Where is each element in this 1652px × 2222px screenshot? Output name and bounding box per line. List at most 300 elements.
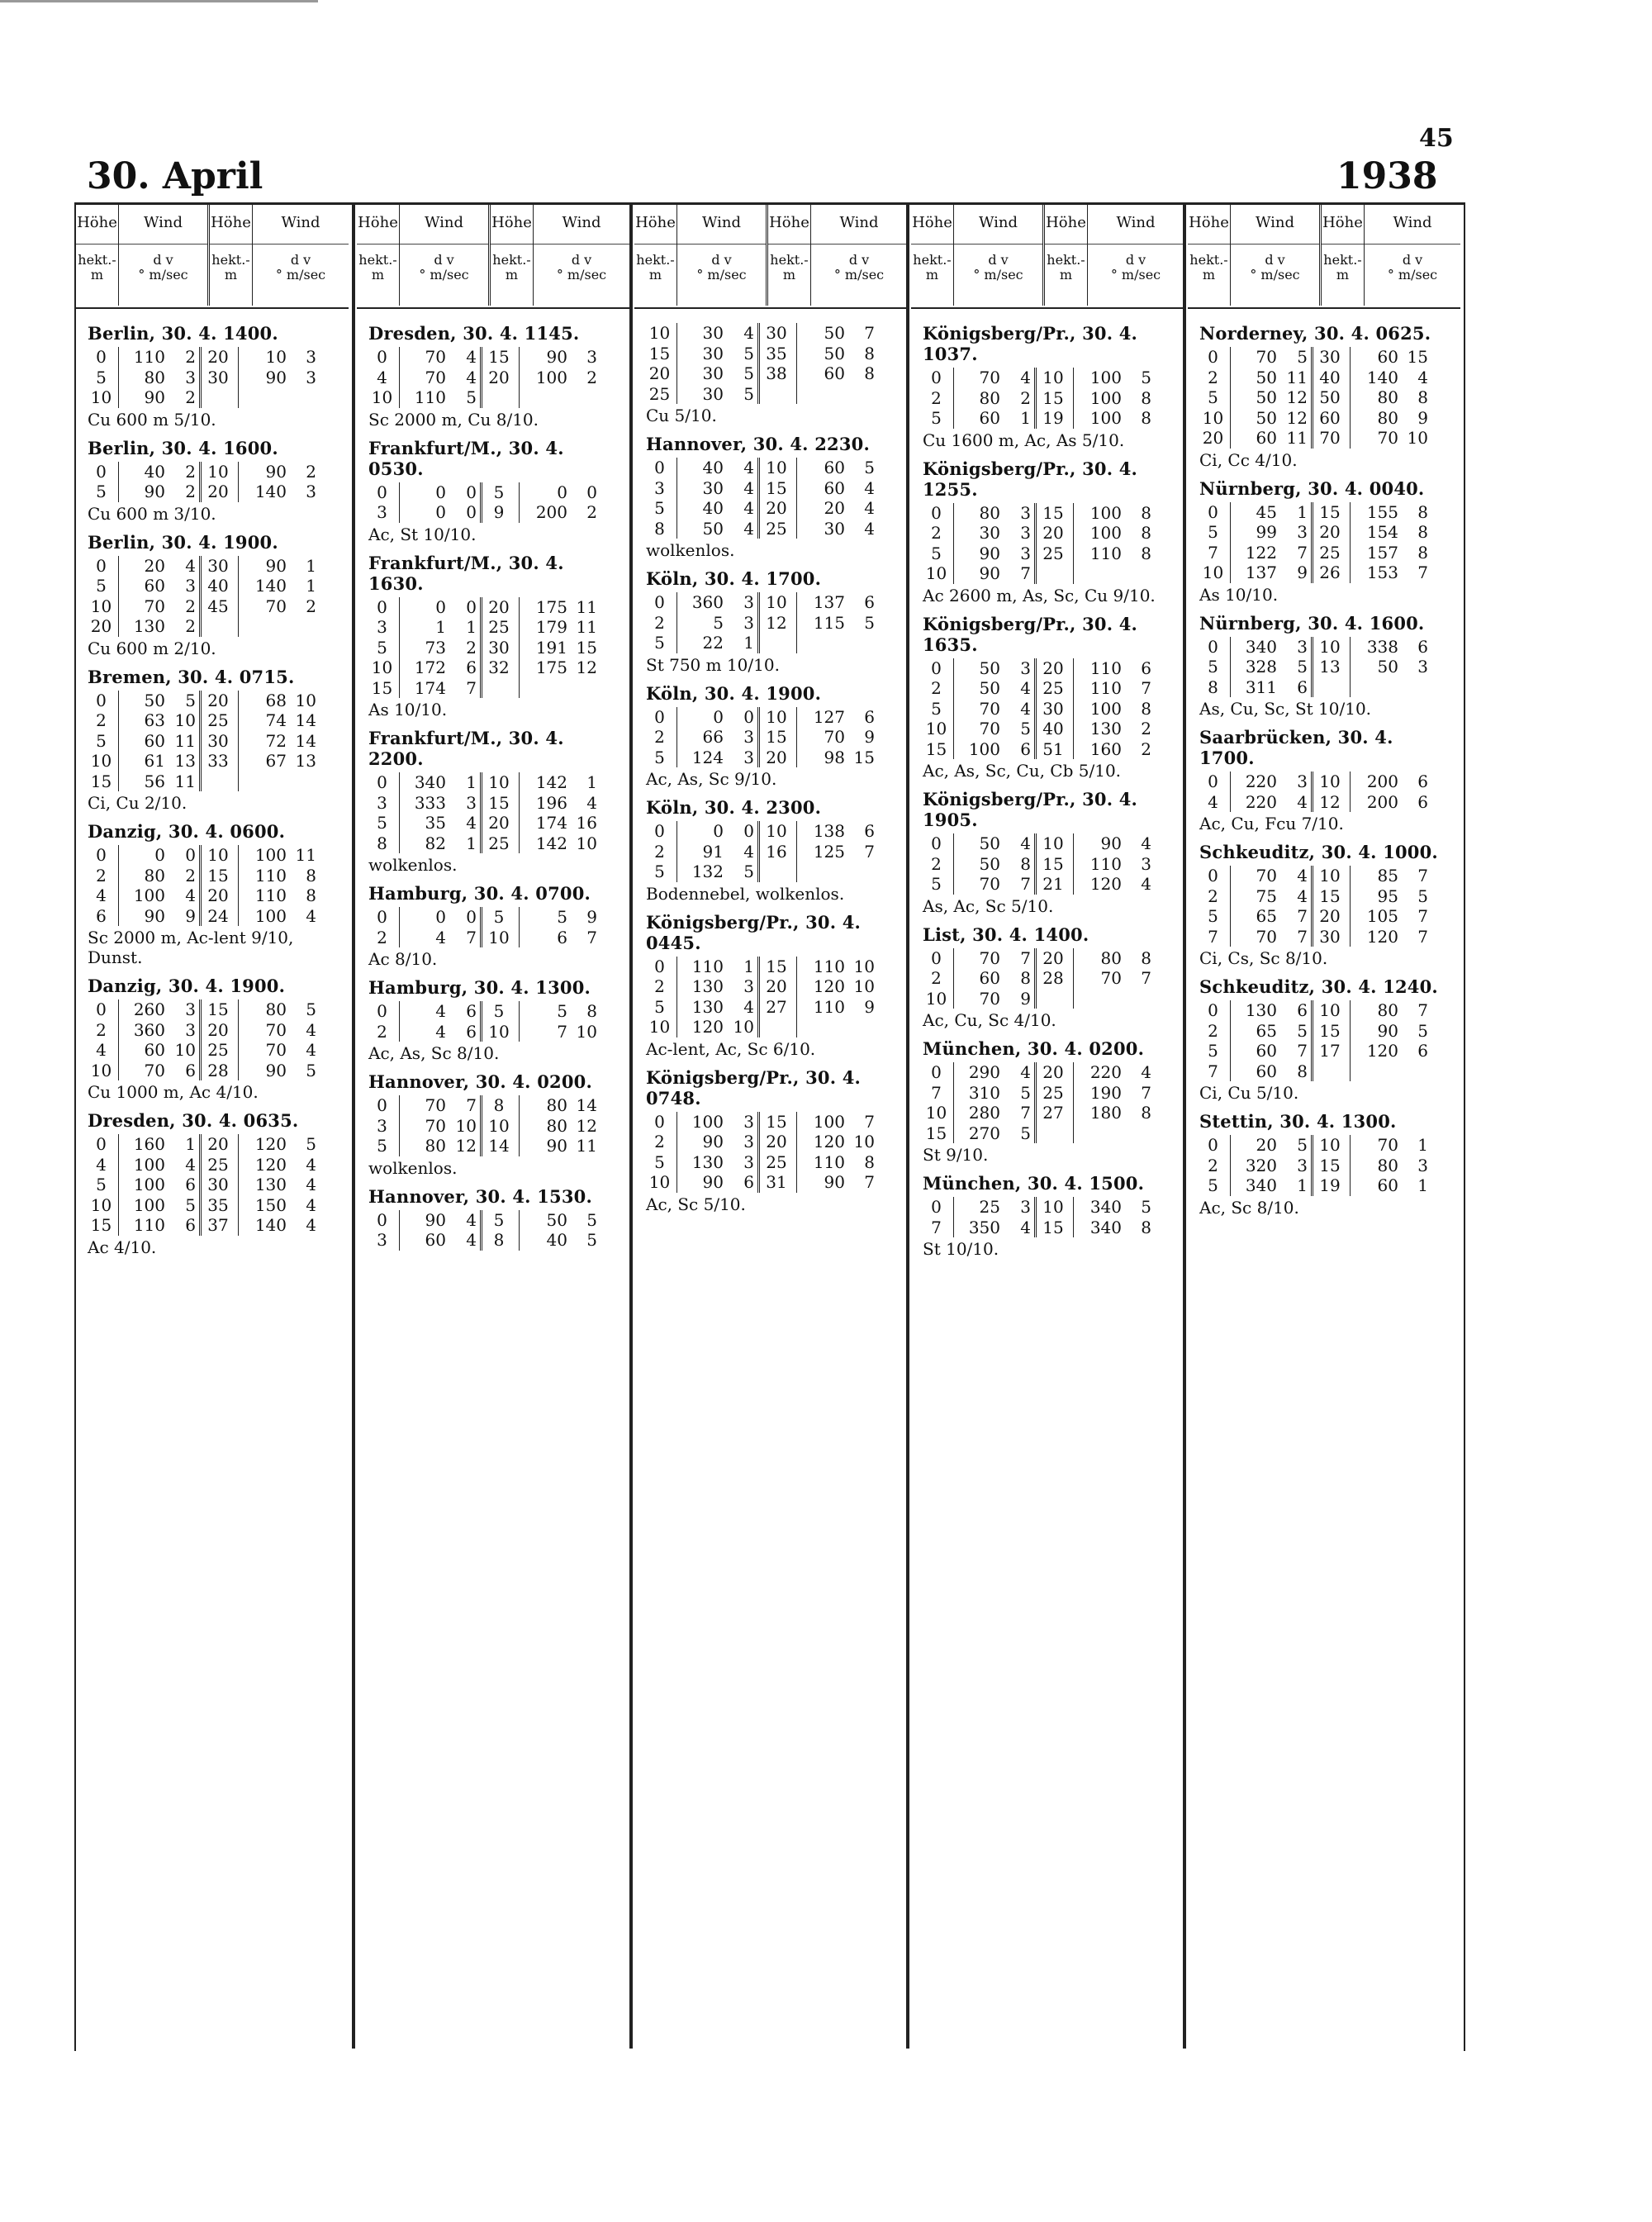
direction-1: 60 [144,730,165,751]
speed-2: 10 [576,1021,597,1042]
station-title: Köln, 30. 4. 2300. [646,797,822,818]
hoehe-2: 16 [760,842,797,862]
station-title: Schkeuditz, 30. 4. 1000. [1199,842,1438,862]
hoehe-2: 26 [1313,563,1351,583]
hoehe-1: 7 [1199,543,1231,563]
speed-2: 1 [1417,1135,1428,1155]
direction-2: 70 [265,1040,287,1060]
station-block [1199,976,1449,1103]
hoehe-2: 19 [1313,1175,1351,1196]
hoehe-1: 10 [368,387,400,408]
direction-1: 290 [968,1062,1000,1082]
hoehe-1: 4 [368,368,400,388]
speed-1: 4 [727,478,760,499]
direction-2: 110 [1089,678,1122,698]
direction-2: 142 [535,833,567,853]
header-unit-line: m [371,267,385,282]
direction-1: 100 [691,1111,724,1132]
cloud-observation: Ac, Sc 5/10. [646,1194,746,1214]
speed-1: 3 [1280,1156,1313,1176]
column-header [1188,202,1460,309]
speed-2: 14 [576,1095,597,1115]
direction-2: 120 [1366,1041,1398,1061]
speed-1: 1 [169,1134,202,1155]
cloud-observation: Ci, Cu 2/10. [88,793,188,813]
data-table [923,1062,1172,1143]
direction-1: 30 [702,477,724,498]
cloud-observation: Ac-lent, Ac, Sc 6/10. [646,1038,816,1059]
cloud-observation: Ac, Cu, Fcu 7/10. [1199,814,1344,833]
speed-1: 2 [169,866,202,886]
header-unit-line: hekt.- [358,252,397,268]
station-title: Bremen, 30. 4. 0715. [88,666,295,687]
speed-1: 3 [1004,544,1037,564]
speed-1: 0 [449,907,482,928]
direction-2 [1074,563,1125,584]
header-label: Höhe [911,202,953,245]
hoehe-2: 33 [202,751,239,772]
direction-2: 100 [1089,502,1122,523]
speed-2: 10 [853,976,875,996]
direction-2: 6 [557,927,567,947]
data-table [1199,1135,1449,1196]
direction-2: 180 [1089,1103,1122,1123]
hoehe-2: 10 [1313,772,1351,792]
speed-2: 11 [576,617,597,637]
hoehe-2: 25 [202,1040,239,1061]
speed-1: 7 [1280,543,1313,563]
data-table [646,592,895,653]
speed-1: 10 [169,1040,202,1061]
header-label: Höhe [1322,202,1364,245]
cloud-observation: Ac 2600 m, As, Sc, Cu 9/10. [923,585,1156,605]
header-unit-line: d v [1125,252,1146,268]
hoehe-2: 30 [202,368,239,388]
direction-2: 72 [265,730,287,751]
speed-1: 2 [169,347,202,368]
hoehe-2: 10 [1313,637,1351,658]
hoehe-2: 25 [202,1155,239,1175]
speed-2: 8 [306,865,316,885]
speed-1: 0 [449,482,482,503]
speed-1: 11 [1280,368,1313,388]
header-unit-line: d v [571,252,592,268]
hoehe-2: 30 [1037,699,1074,719]
speed-1: 4 [727,842,760,862]
hoehe-1: 5 [923,408,954,429]
speed-2 [848,633,878,653]
station-title: Königsberg/Pr., 30. 4. 1255. [923,458,1138,500]
hoehe-1: 10 [88,1195,119,1216]
speed-2: 2 [586,502,597,522]
speed-1: 0 [169,845,202,866]
data-table [646,821,895,882]
hoehe-1: 0 [923,948,954,969]
hoehe-2: 30 [202,556,239,577]
direction-1: 0 [435,907,446,927]
cloud-observation: Ac, Sc 8/10. [1199,1197,1299,1218]
hoehe-1: 2 [1199,1156,1231,1176]
direction-1: 50 [144,690,165,710]
hoehe-2: 25 [1037,678,1074,699]
hoehe-1: 0 [923,833,954,854]
hoehe-2: 60 [1313,408,1351,429]
direction-1: 328 [1245,657,1277,677]
header-label: Höhe [1188,202,1230,245]
data-table [88,691,337,792]
header-unit-line: d v [153,252,173,268]
hoehe-2: 10 [482,1116,520,1137]
hoehe-1: 10 [923,563,954,584]
direction-1: 75 [1256,885,1277,906]
header-units [1045,245,1087,282]
hoehe-2: 20 [1313,522,1351,543]
header-unit-line: hekt.- [913,252,952,268]
hoehe-2: 30 [760,323,797,344]
speed-2: 13 [295,751,316,771]
direction-2 [520,387,571,408]
speed-2: 3 [306,347,316,367]
column-header-grid [357,202,629,306]
speed-2: 4 [1141,833,1151,853]
direction-1: 60 [1256,428,1277,448]
direction-2 [520,678,571,699]
hoehe-header [911,202,954,306]
speed-2: 3 [306,482,316,501]
speed-2: 8 [1141,543,1151,563]
direction-1: 60 [425,1230,446,1250]
speed-1: 0 [727,707,760,728]
direction-2: 220 [1089,1062,1122,1082]
direction-1: 100 [133,885,165,905]
data-table [646,458,895,539]
direction-1: 311 [1245,677,1277,697]
hoehe-2: 10 [482,772,520,793]
speed-2: 3 [306,367,316,387]
speed-1: 6 [169,1175,202,1195]
direction-2: 50 [824,343,845,363]
hoehe-2: 28 [1037,968,1074,989]
direction-2: 60 [824,363,845,383]
direction-2: 100 [1089,387,1122,408]
speed-1: 12 [1280,387,1313,408]
speed-1: 1 [1004,408,1037,429]
data-table [368,907,618,947]
direction-2: 90 [265,461,287,482]
hoehe-1: 0 [1199,347,1231,368]
speed-2: 4 [864,477,875,498]
hoehe-2: 20 [760,498,797,519]
speed-1: 3 [169,368,202,388]
direction-2 [239,616,290,637]
data-table [923,658,1172,760]
column-header-grid [634,202,907,306]
direction-1: 45 [1256,501,1277,522]
station-title: Hannover, 30. 4. 1530. [368,1185,592,1207]
direction-2: 80 [1377,407,1398,428]
speed-2: 6 [1141,658,1151,678]
hoehe-2: 20 [202,482,239,502]
direction-1: 65 [1256,906,1277,926]
hoehe-1: 10 [923,989,954,1009]
hoehe-1: 0 [923,503,954,524]
header-label: Höhe [1045,202,1087,245]
direction-1: 82 [425,833,446,853]
speed-2: 4 [306,905,316,926]
hoehe-1: 15 [88,1215,119,1236]
hoehe-1: 3 [368,793,400,814]
cloud-observation: St 9/10. [923,1145,989,1165]
hoehe-2: 12 [1313,792,1351,813]
header-unit-line: d v [988,252,1009,268]
speed-1: 2 [1004,388,1037,409]
cloud-observation: Ac 4/10. [88,1237,157,1257]
column-separator [629,202,633,2049]
header-unit-line: m [505,267,519,282]
speed-2: 7 [586,927,597,947]
speed-1: 1 [449,772,482,793]
header-units [811,245,907,282]
station-title: München, 30. 4. 1500. [923,1173,1145,1194]
header-unit-line: m [925,267,939,282]
hoehe-1: 0 [1199,1135,1231,1156]
direction-2: 140 [254,1215,287,1235]
hoehe-1: 10 [1199,563,1231,583]
direction-1: 70 [979,947,1000,968]
direction-2: 5 [557,1001,567,1021]
direction-2: 0 [557,482,567,502]
speed-2: 5 [1417,1020,1428,1041]
direction-2: 175 [535,658,567,677]
hoehe-1: 0 [923,1062,954,1083]
hoehe-1: 0 [646,458,677,478]
hoehe-2: 10 [1313,1135,1351,1156]
speed-2: 8 [864,343,875,363]
speed-2 [290,387,320,408]
header-unit-line: d v [1265,252,1285,268]
header-unit-line: m [224,267,238,282]
column-header-grid [76,202,349,306]
hoehe-2: 15 [1037,1218,1074,1238]
station-block [923,789,1172,916]
header-units [210,245,252,282]
direction-2: 90 [546,347,567,367]
speed-2: 16 [576,813,597,833]
hoehe-2: 25 [1037,1083,1074,1104]
cloud-observation: As, Ac, Sc 5/10. [923,895,1054,916]
direction-2: 154 [1366,522,1398,542]
hoehe-2: 15 [760,1112,797,1132]
speed-2: 7 [1141,1082,1151,1103]
direction-2: 90 [265,555,287,576]
direction-2: 175 [535,596,567,617]
wind-header [534,202,629,306]
station-block [646,323,895,425]
hoehe-1: 0 [646,821,677,842]
cloud-observation: wolkenlos. [646,540,735,560]
hoehe-1: 0 [368,907,400,928]
hoehe-1: 5 [88,576,119,596]
speed-1: 3 [727,1112,760,1132]
hoehe-2: 10 [482,1022,520,1042]
speed-1: 5 [169,1195,202,1216]
speed-1: 8 [1004,854,1037,875]
direction-2: 120 [254,1154,287,1175]
direction-2: 85 [1377,866,1398,885]
hoehe-2: 15 [1313,1156,1351,1176]
direction-1: 80 [144,865,165,885]
data-table [1199,502,1449,583]
direction-1: 25 [979,1197,1000,1217]
data-table [1199,772,1449,812]
column-separator [906,202,909,2049]
hoehe-2: 31 [760,1172,797,1193]
station-block [1199,842,1449,968]
header-units [491,245,533,282]
speed-2 [571,678,601,699]
direction-1: 50 [979,853,1000,874]
hoehe-2: 20 [760,748,797,768]
direction-1: 30 [979,523,1000,543]
hoehe-1: 0 [923,1197,954,1218]
direction-2: 157 [1366,542,1398,563]
direction-1: 0 [154,845,165,865]
direction-2: 130 [1089,719,1122,738]
speed-1: 1 [449,617,482,638]
hoehe-2: 21 [1037,874,1074,895]
hoehe-2 [482,678,520,699]
speed-2: 4 [1417,367,1428,387]
header-label: Wind [954,202,1042,245]
speed-1: 4 [449,347,482,368]
direction-1: 130 [1245,1000,1277,1020]
direction-1: 137 [1245,563,1277,582]
direction-2: 140 [254,576,287,596]
hoehe-1: 10 [88,387,119,408]
station-title: Norderney, 30. 4. 0625. [1199,323,1431,344]
direction-1: 90 [702,1132,724,1151]
header-date: 30. April [87,155,263,197]
hoehe-1: 15 [88,772,119,792]
direction-1: 110 [133,347,165,367]
station-block [368,1071,618,1178]
column-5 [1188,202,1460,2049]
cloud-observation: Ci, Cu 5/10. [1199,1083,1299,1103]
hoehe-2: 10 [1037,1197,1074,1218]
speed-1: 5 [169,691,202,711]
header-unit-line: m [1059,267,1073,282]
station-block [368,438,618,544]
speed-2: 8 [1141,502,1151,523]
data-table [368,1001,618,1042]
direction-2: 196 [535,792,567,813]
header-unit-line: ° m/sec [1110,267,1161,282]
speed-1: 3 [449,793,482,814]
direction-1: 333 [414,792,446,813]
speed-1: 2 [169,387,202,408]
hoehe-2 [202,772,239,792]
column-4 [911,202,1184,2049]
hoehe-2 [1313,677,1351,698]
hoehe-1: 5 [923,544,954,564]
station-block [88,532,337,658]
speed-2: 8 [1141,947,1151,968]
direction-2 [797,1017,848,1037]
station-title: Hamburg, 30. 4. 1300. [368,977,591,998]
direction-1: 60 [144,1040,165,1060]
hoehe-1: 10 [923,719,954,739]
speed-2: 0 [586,482,597,502]
speed-2 [1125,563,1155,584]
hoehe-2: 15 [1313,502,1351,523]
direction-1: 0 [435,482,446,502]
speed-1: 3 [727,613,760,634]
direction-2: 70 [1377,1135,1398,1155]
speed-1: 2 [169,462,202,482]
hoehe-1: 5 [646,498,677,519]
hoehe-1: 0 [368,347,400,368]
direction-1: 65 [1256,1020,1277,1041]
speed-2: 4 [1141,1062,1151,1082]
cloud-observation: As 10/10. [1199,584,1279,605]
direction-1: 40 [702,458,724,477]
speed-1: 6 [449,658,482,678]
direction-2: 340 [1089,1217,1122,1237]
direction-2: 110 [813,956,845,976]
header-unit-line: ° m/sec [138,267,188,282]
hoehe-header [768,202,811,306]
speed-2: 6 [864,592,875,612]
direction-1: 63 [144,710,165,730]
speed-1: 3 [1004,1197,1037,1218]
header-label: Wind [534,202,629,245]
speed-1: 3 [727,727,760,748]
hoehe-2: 10 [760,707,797,728]
speed-2: 14 [295,730,316,751]
speed-1: 3 [1280,522,1313,543]
hoehe-1: 10 [1199,408,1231,429]
speed-1: 4 [449,813,482,833]
direction-2 [1351,1061,1402,1082]
cloud-observation: Ac, St 10/10. [368,524,477,544]
hoehe-2: 35 [202,1195,239,1216]
direction-2: 110 [1089,853,1122,874]
header-units [253,245,349,282]
header-units [1322,245,1364,282]
speed-2: 3 [586,347,597,367]
header-unit-line: hekt.- [211,252,250,268]
hoehe-1: 0 [368,1210,400,1231]
hoehe-1: 0 [923,658,954,679]
direction-1: 70 [425,1095,446,1115]
hoehe-1: 3 [368,1116,400,1137]
speed-2: 7 [864,323,875,343]
hoehe-2: 28 [202,1061,239,1081]
header-unit-line: hekt.- [1189,252,1228,268]
data-table [1199,347,1449,449]
speed-1: 4 [1280,886,1313,907]
station-title: List, 30. 4. 1400. [923,923,1089,945]
header-unit-line: d v [711,252,732,268]
hoehe-2: 15 [1313,886,1351,907]
speed-2: 9 [1417,407,1428,428]
speed-1: 5 [1280,1135,1313,1156]
hoehe-1: 5 [368,813,400,833]
station-block [646,568,895,675]
hoehe-1: 7 [923,1083,954,1104]
direction-2: 120 [813,1132,845,1151]
station-title: Danzig, 30. 4. 1900. [88,976,286,996]
